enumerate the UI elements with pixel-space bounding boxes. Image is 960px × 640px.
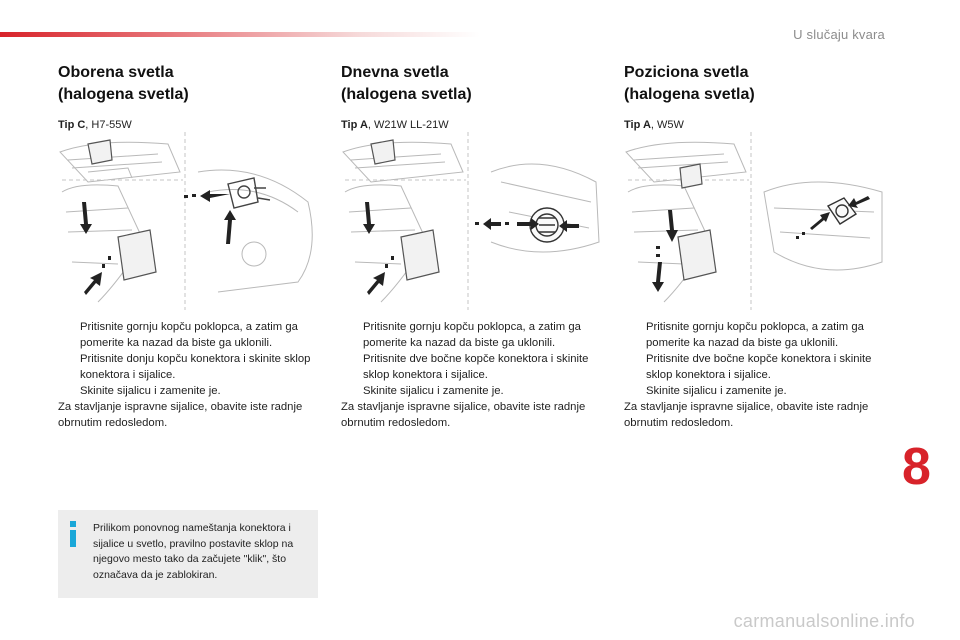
instruction-list [624,319,886,431]
column-title [341,62,603,106]
header-accent-bar [0,32,480,37]
column-daytime-lights [341,62,603,429]
info-icon [68,521,78,547]
title-line2: (halogena svetla) [624,86,755,103]
tip-value: , W21W LL-21W [367,119,449,131]
instruction-list [341,319,603,431]
headlamp-illustration [341,132,603,310]
reassembly-note: Za stavljanje ispravne sijalice, obavite iste radnje obrnutim redosledom. [58,401,303,429]
list-item: Skinite sijalicu i zamenite je. [80,385,221,397]
list-item: Pritisnite gornju kopču poklopca, a zatim ga pomerite ka nazad da biste ga uklonili. [80,321,298,349]
tip-label: Tip A [624,119,651,131]
list-item: Pritisnite gornju kopču poklopca, a zatim ga pomerite ka nazad da biste ga uklonili. [363,321,581,349]
list-item: Pritisnite dve bočne kopče konektora i skinite sklop konektora i sijalice. [646,353,872,381]
section-title: U slučaju kvara [793,27,885,42]
headlamp-illustration [624,132,886,310]
title-line1: Dnevna svetla [341,64,449,81]
bulb-type [341,119,603,133]
instruction-list [58,319,320,431]
column-title [58,62,320,106]
info-text: Prilikom ponovnog nameštanja konektora i sijalice u svetlo, pravilno postavite sklop na njegovo mesto tako da začujete "klik", što označava da je zablokiran. [93,522,294,581]
list-item: Pritisnite dve bočne kopče konektora i skinite sklop konektora i sijalice. [363,353,589,381]
title-line1: Oborena svetla [58,64,174,81]
tip-label: Tip A [341,119,368,131]
headlamp-illustration [58,132,320,310]
tip-value: , H7-55W [85,119,132,131]
watermark: carmanualsonline.info [733,611,915,631]
title-line2: (halogena svetla) [341,86,472,103]
bulb-type [58,119,320,133]
column-title [624,62,886,106]
info-box [58,510,318,598]
title-line2: (halogena svetla) [58,86,189,103]
list-item: Pritisnite gornju kopču poklopca, a zatim ga pomerite ka nazad da biste ga uklonili. [646,321,864,349]
list-item: Pritisnite donju kopču konektora i skinite sklop konektora i sijalice. [80,353,311,381]
column-position-lights [624,62,886,429]
bulb-type [624,119,886,133]
chapter-number: 8 [902,438,931,496]
title-line1: Poziciona svetla [624,64,749,81]
column-low-beam [58,62,320,429]
reassembly-note: Za stavljanje ispravne sijalice, obavite iste radnje obrnutim redosledom. [341,401,586,429]
list-item: Skinite sijalicu i zamenite je. [646,385,787,397]
reassembly-note: Za stavljanje ispravne sijalice, obavite iste radnje obrnutim redosledom. [624,401,869,429]
tip-label: Tip C [58,119,86,131]
list-item: Skinite sijalicu i zamenite je. [363,385,504,397]
tip-value: , W5W [650,119,684,131]
